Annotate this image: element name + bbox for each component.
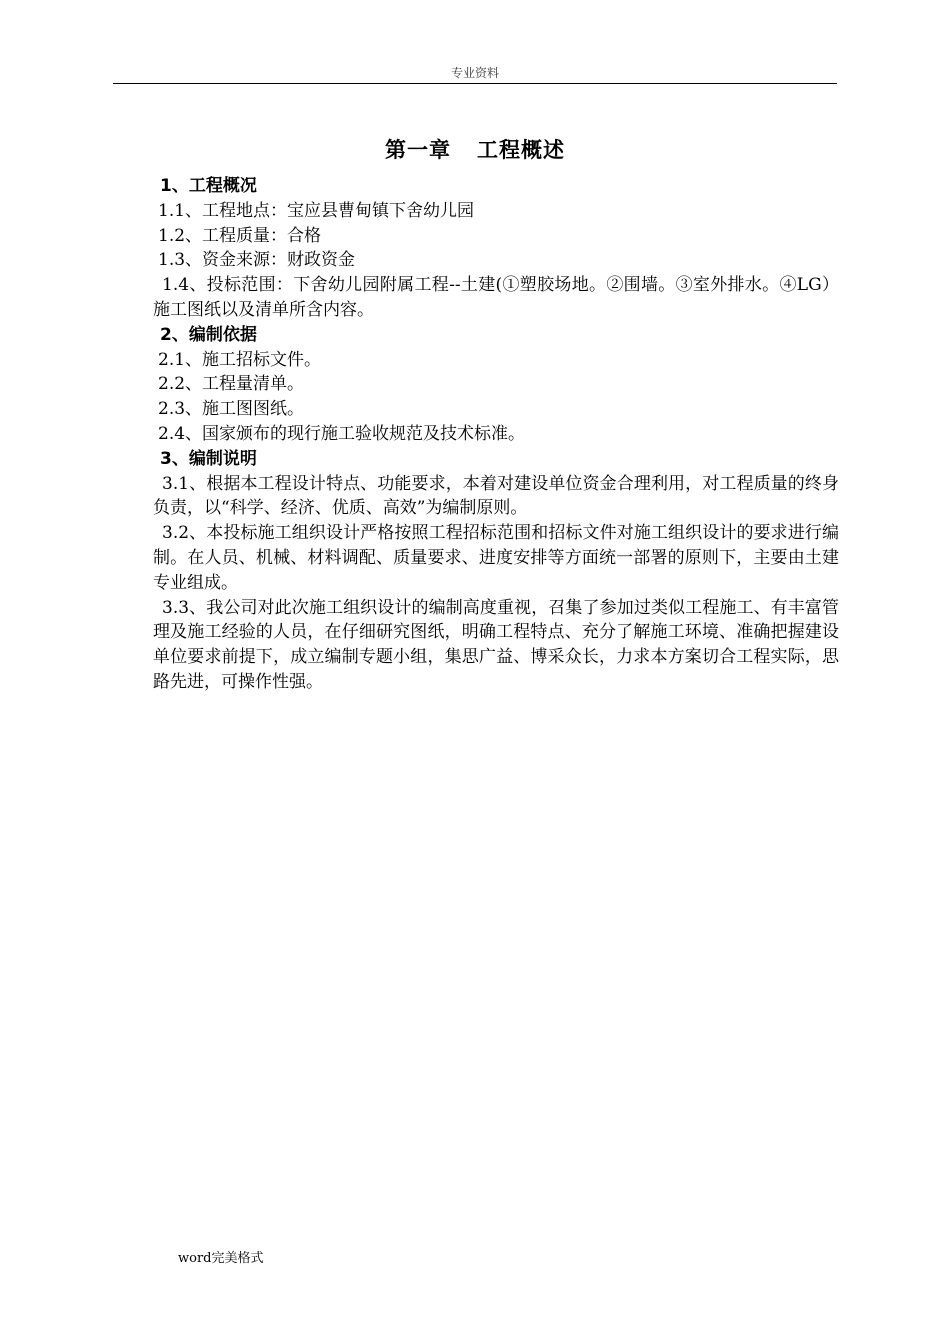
header-divider bbox=[113, 83, 837, 84]
chapter-title bbox=[113, 134, 837, 164]
paragraph-2-3: 2.3、施工图图纸。 bbox=[158, 399, 305, 420]
section-heading: 2、编制依据 bbox=[160, 324, 257, 345]
paragraph-1-3: 1.3、资金来源：财政资金 bbox=[158, 250, 356, 271]
paragraph-2-4: 2.4、国家颁布的现行施工验收规范及技术标准。 bbox=[158, 423, 526, 444]
paragraph-1-1: 1.1、工程地点：宝应县曹甸镇下舍幼儿园 bbox=[158, 200, 475, 221]
section-heading: 1、工程概况 bbox=[160, 176, 257, 196]
paragraph-1-4: 1.4、投标范围：下舍幼儿园附属工程--土建(①塑胶场地。②围墙。③室外排水。④LG）施工图纸以及清单所含内容。 bbox=[153, 275, 839, 320]
chapter-name: 工程概述 bbox=[477, 138, 565, 162]
page-footer: word完美格式 bbox=[178, 1251, 264, 1266]
chapter-number: 第一章 bbox=[385, 138, 451, 162]
page-header: 专业资料 bbox=[450, 66, 499, 80]
paragraph-3-3: 3.3、我公司对此次施工组织设计的编制高度重视，召集了参加过类似工程施工、有丰富管理及施工经验的人员，在仔细研究图纸，明确工程特点、充分了解施工环境、准确把握建设单位要求前提下，成立编制专题小组，集思广益、博采众长，力求本方案切合工程实际，思路先进，可操作性强。 bbox=[153, 597, 839, 692]
section-heading: 3、编制说明 bbox=[160, 448, 257, 469]
paragraph-3-2: 3.2、本投标施工组织设计严格按照工程招标范围和招标文件对施工组织设计的要求进行编制。在人员、机械、材料调配、质量要求、进度安排等方面统一部署的原则下，主要由土建专业组成。 bbox=[153, 523, 839, 593]
paragraph-2-1: 2.1、施工招标文件。 bbox=[158, 349, 322, 370]
paragraph-3-1: 3.1、根据本工程设计特点、功能要求，本着对建设单位资金合理利用，对工程质量的终身负责，以“科学、经济、优质、高效”为编制原则。 bbox=[153, 473, 839, 519]
paragraph-1-2: 1.2、工程质量：合格 bbox=[158, 225, 322, 246]
document-body bbox=[153, 174, 839, 695]
paragraph-2-2: 2.2、工程量清单。 bbox=[158, 374, 305, 395]
